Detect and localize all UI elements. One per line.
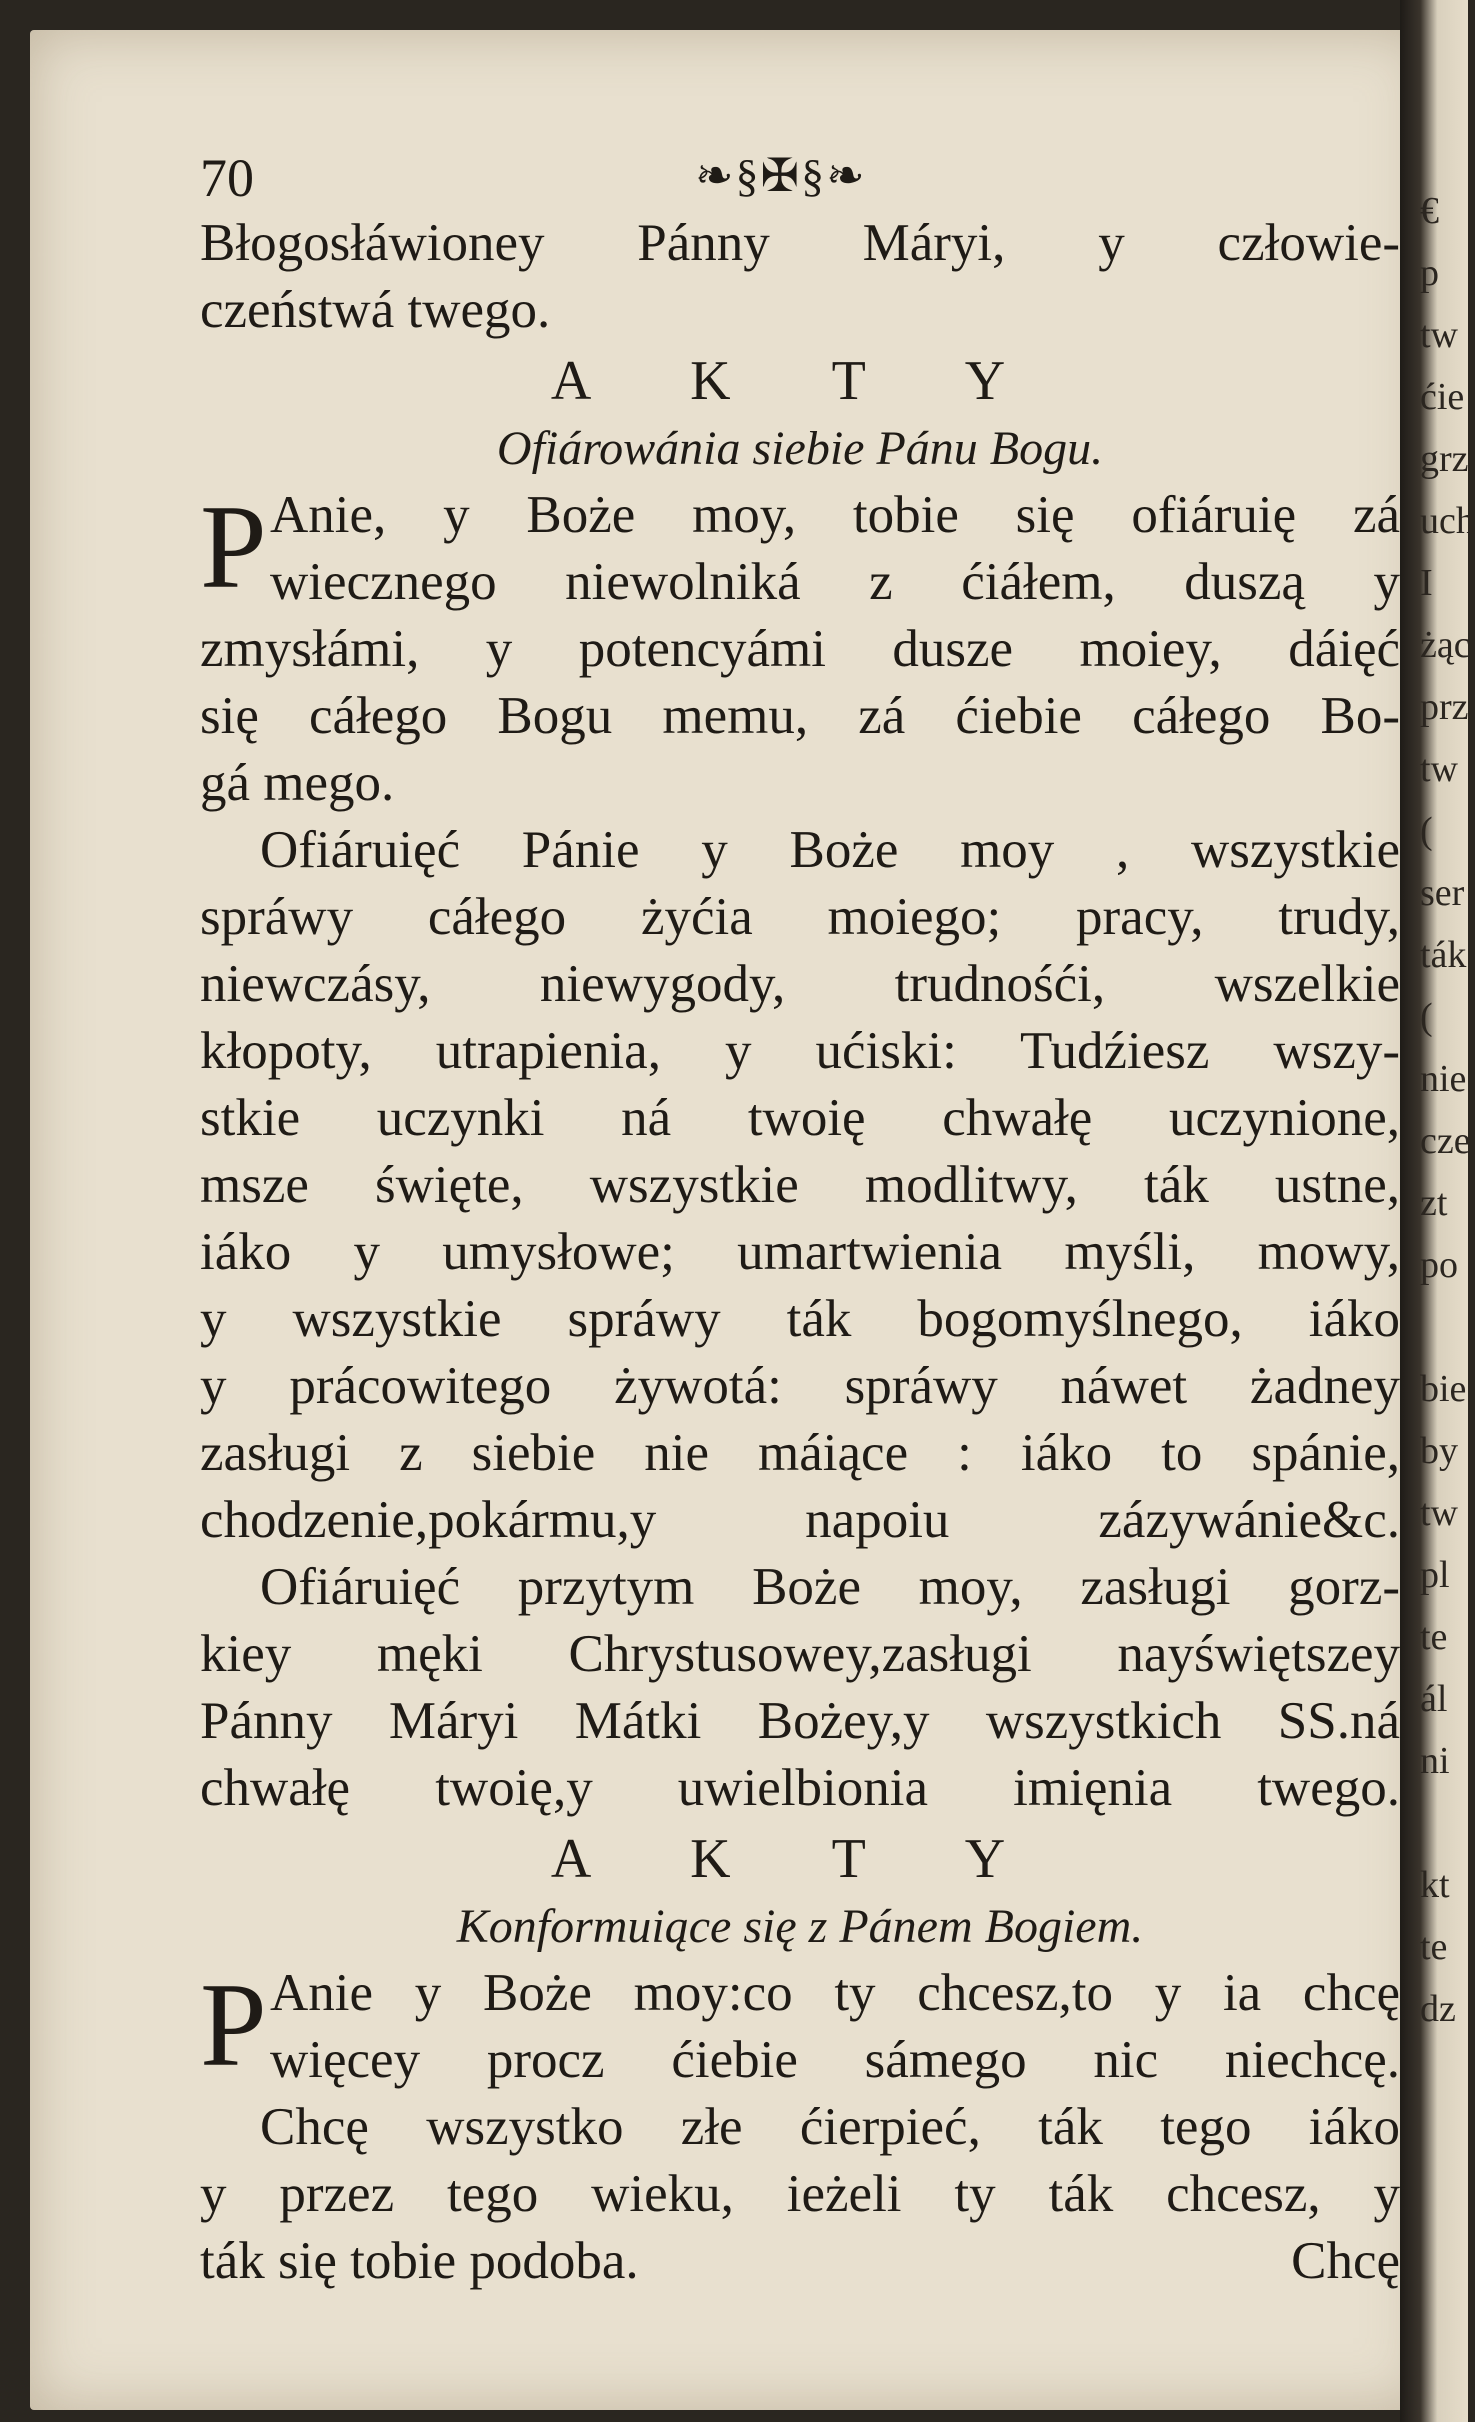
section-subtitle: Ofiárowánia siebie Pánu Bogu. (496, 422, 1104, 475)
text-line: Błogosłáwioney Pánny Máryi, y człowie- (200, 214, 1400, 272)
text-line: Anie, y Boże moy, tobie się ofiáruię zá (270, 486, 1400, 544)
text-line: msze święte, wszystkie modlitwy, ták ustne, (200, 1156, 1400, 1214)
text-line: kiey męki Chrystusowey,zasługi nayświętszey (200, 1625, 1400, 1683)
text-line (200, 2228, 1400, 2295)
section-title: A K T Y (550, 1828, 1050, 1890)
drop-cap: P (200, 1958, 267, 2091)
section-subtitle: Konformuiące się z Pánem Bogiem. (456, 1900, 1144, 1953)
text-line: Chcę wszystko złe ćierpieć, ták tego iáko (260, 2098, 1400, 2156)
text-line: spráwy cáłego żyćia moiego; pracy, trudy, (200, 888, 1400, 946)
text-line: niewczásy, niewygody, trudnośći, wszelkie (200, 955, 1400, 1013)
text-line: Pánny Máryi Mátki Bożey,y wszystkich SS.ná (200, 1692, 1400, 1750)
text-line: więcey procz ćiebie sámego nic niechcę. (270, 2031, 1400, 2089)
text-line: się cáłego Bogu memu, zá ćiebie cáłego Bo- (200, 687, 1400, 745)
section-title: A K T Y (550, 350, 1050, 412)
paragraph (200, 1554, 1400, 1822)
text-line: iáko y umysłowe; umartwienia myśli, mowy, (200, 1223, 1400, 1281)
paragraph (200, 817, 1400, 1554)
text-line: gá mego. (200, 754, 395, 812)
text-line: y prácowitego żywotá: spráwy náwet żadney (200, 1357, 1400, 1415)
text-line: kłopoty, utrapienia, y ućiski: Tudźiesz wszy- (200, 1022, 1400, 1080)
text-line: chwałę twoię,y uwielbionia imięnia twego. (200, 1759, 1400, 1817)
catchword: Chcę (1291, 2232, 1400, 2290)
text-line: zasługi z siebie nie máiące : iáko to spánie, (200, 1424, 1400, 1482)
text-line: y przez tego wieku, ieżeli ty ták chcesz, y (200, 2165, 1400, 2223)
text-line: zmysłámi, y potencyámi dusze moiey, dáięć (200, 620, 1400, 678)
paragraph (200, 1960, 1400, 2094)
text-line: czeństwá twego. (200, 281, 551, 339)
text-line: Ofiáruięć Pánie y Boże moy , wszystkie (260, 821, 1400, 879)
page-header (200, 150, 1400, 210)
paragraph (200, 2094, 1400, 2295)
text-line: stkie uczynki ná twoię chwałę uczynione, (200, 1089, 1400, 1147)
paragraph (200, 482, 1400, 817)
text-fragment: ták się tobie podoba. (200, 2232, 639, 2290)
text-line: y wszystkie spráwy ták bogomyślnego, iáko (200, 1290, 1400, 1348)
drop-cap: P (200, 480, 267, 613)
text-line: chodzenie,pokármu,y napoiu zázywánie&c. (200, 1491, 1400, 1549)
text-line: Anie y Boże moy:co ty chcesz,to y ia chcę (270, 1964, 1400, 2022)
text-line: wiecznego niewolniká z ćiáłem, duszą y (270, 553, 1400, 611)
page-text (200, 150, 1400, 2295)
page-number: 70 (200, 148, 254, 208)
header-ornament: ❧§✠§❧ (695, 150, 867, 201)
facing-page-edge: € p tw ćie grz uch I żąc prz tw ( ser ták ( nie cze zt po bie by tw pl te ál ni kt te dz (1420, 190, 1475, 2030)
text-line: Ofiáruięć przytym Boże moy, zasługi gorz- (260, 1558, 1400, 1616)
